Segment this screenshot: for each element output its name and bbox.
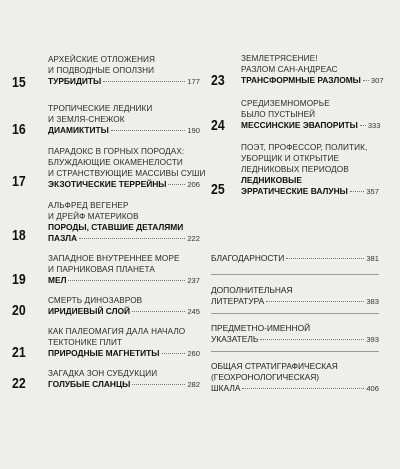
divider — [211, 274, 379, 275]
entry-title: МЕССИНСКИЕ ЭВАПОРИТЫ — [241, 120, 358, 130]
chapter-number: 25 — [211, 181, 225, 198]
entry-subtitle: ЗАПАДНОЕ ВНУТРЕННЕЕ МОРЕ — [48, 254, 180, 263]
entry-subtitle: АЛЬФРЕД ВЕГЕНЕР — [48, 201, 129, 210]
entry-title: МЕЛ — [48, 275, 67, 285]
entry-title-line: ОБЩАЯ СТРАТИГРАФИЧЕСКАЯ — [211, 361, 338, 371]
page-number: 222 — [187, 234, 200, 243]
page-number: 307 — [370, 76, 384, 85]
leader-dots — [363, 80, 369, 81]
entry-subtitle: И ПОДВОДНЫЕ ОПОЛЗНИ — [48, 66, 155, 75]
page-number: 206 — [187, 180, 200, 189]
leader-dots — [266, 301, 364, 302]
entry-subtitle: АРХЕЙСКИЕ ОТЛОЖЕНИЯ — [48, 55, 156, 64]
entry-subtitle: ЛЕДНИКОВЫХ ПЕРИОДОВ — [241, 165, 349, 174]
entry-subtitle: ПОЭТ, ПРОФЕССОР, ПОЛИТИК, — [241, 143, 368, 152]
leader-dots — [350, 191, 364, 192]
entry-title: ГОЛУБЫЕ СЛАНЦЫ — [48, 379, 131, 389]
entry-title-line: ПРЕДМЕТНО-ИМЕННОЙ — [211, 323, 311, 333]
leader-dots — [242, 388, 364, 389]
chapter-number: 23 — [211, 72, 225, 89]
leader-dots — [132, 384, 185, 385]
leader-dots — [79, 238, 185, 239]
entry-subtitle: И ДРЕЙФ МАТЕРИКОВ — [48, 212, 139, 221]
entry-title: БЛАГОДАРНОСТИ — [211, 253, 285, 263]
chapter-number: 16 — [12, 121, 26, 138]
entry-title: УКАЗАТЕЛЬ — [211, 334, 259, 344]
entry-title-line: (ГЕОХРОНОЛОГИЧЕСКАЯ) — [211, 372, 320, 382]
leader-dots — [132, 311, 185, 312]
page-number: 383 — [366, 297, 379, 306]
entry-subtitle: СРЕДИЗЕМНОМОРЬЕ — [241, 99, 330, 108]
chapter-number: 15 — [12, 74, 26, 91]
entry-title: ТРАНСФОРМНЫЕ РАЗЛОМЫ — [241, 75, 361, 85]
entry-title: ЭКЗОТИЧЕСКИЕ ТЕРРЕЙНЫ — [48, 179, 167, 189]
chapter-number: 24 — [211, 117, 225, 134]
page-number: 260 — [187, 349, 200, 358]
toc-entry-further-reading[interactable] — [211, 285, 379, 307]
page-number: 393 — [366, 335, 379, 344]
page-number: 381 — [366, 254, 379, 263]
entry-title: ЛИТЕРАТУРА — [211, 296, 265, 306]
chapter-number: 20 — [12, 302, 26, 319]
entry-subtitle: СМЕРТЬ ДИНОЗАВРОВ — [48, 296, 143, 305]
page-number: 333 — [367, 121, 381, 130]
toc-entry-index[interactable] — [211, 323, 379, 345]
entry-subtitle: И СТРАНСТВУЮЩИЕ МАССИВЫ СУШИ — [48, 169, 206, 178]
toc-entry-acknowledgments[interactable] — [211, 253, 379, 264]
leader-dots — [162, 353, 186, 354]
entry-title: ПАЗЛА — [48, 233, 78, 243]
entry-title: ТУРБИДИТЫ — [48, 76, 102, 86]
page-number: 282 — [187, 380, 200, 389]
entry-subtitle: УБОРЩИК И ОТКРЫТИЕ — [241, 154, 340, 163]
chapter-number: 18 — [12, 227, 26, 244]
entry-subtitle: И ПАРНИКОВАЯ ПЛАНЕТА — [48, 265, 155, 274]
page-number: 406 — [366, 384, 379, 393]
chapter-number: 22 — [12, 375, 26, 392]
divider — [211, 313, 379, 314]
entry-title: ИРИДИЕВЫЙ СЛОЙ — [48, 306, 131, 316]
page-number: 357 — [366, 187, 379, 196]
entry-subtitle: БЛУЖДАЮЩИЕ ОКАМЕНЕЛОСТИ — [48, 158, 183, 167]
leader-dots — [68, 280, 185, 281]
page-number: 177 — [187, 77, 200, 86]
leader-dots — [103, 81, 185, 82]
entry-subtitle: ПАРАДОКС В ГОРНЫХ ПОРОДАХ: — [48, 147, 185, 156]
entry-title-line: ДОПОЛНИТЕЛЬНАЯ — [211, 285, 293, 295]
entry-subtitle: КАК ПАЛЕОМАГИЯ ДАЛА НАЧАЛО — [48, 327, 186, 336]
entry-title: ЛЕДНИКОВЫЕ — [241, 175, 302, 185]
entry-subtitle: ЗАГАДКА ЗОН СУБДУКЦИИ — [48, 369, 158, 378]
entry-subtitle: РАЗЛОМ САН-АНДРЕАС — [241, 65, 338, 74]
entry-title: ПОРОДЫ, СТАВШИЕ ДЕТАЛЯМИ — [48, 222, 184, 232]
entry-title: ЭРРАТИЧЕСКИЕ ВАЛУНЫ — [241, 186, 348, 196]
leader-dots — [111, 130, 186, 131]
chapter-number: 19 — [12, 271, 26, 288]
leader-dots — [260, 339, 364, 340]
page-number: 245 — [187, 307, 200, 316]
entry-subtitle: И ЗЕМЛЯ-СНЕЖОК — [48, 115, 125, 124]
leader-dots — [168, 184, 185, 185]
page-number: 237 — [187, 276, 200, 285]
divider — [211, 351, 379, 352]
leader-dots — [360, 125, 366, 126]
entry-title: ДИАМИКТИТЫ — [48, 125, 109, 135]
entry-subtitle: БЫЛО ПУСТЫНЕЙ — [241, 110, 316, 119]
page-number: 190 — [187, 126, 200, 135]
toc-entry-stratigraphic-scale[interactable] — [211, 361, 379, 394]
leader-dots — [286, 258, 364, 259]
entry-title: ПРИРОДНЫЕ МАГНЕТИТЫ — [48, 348, 160, 358]
entry-subtitle: ЗЕМЛЕТРЯСЕНИЕ! — [241, 54, 318, 63]
entry-subtitle: ТЕКТОНИКЕ ПЛИТ — [48, 338, 123, 347]
entry-title: ШКАЛА — [211, 383, 241, 393]
entry-subtitle: ТРОПИЧЕСКИЕ ЛЕДНИКИ — [48, 104, 153, 113]
chapter-number: 17 — [12, 173, 26, 190]
chapter-number: 21 — [12, 344, 26, 361]
